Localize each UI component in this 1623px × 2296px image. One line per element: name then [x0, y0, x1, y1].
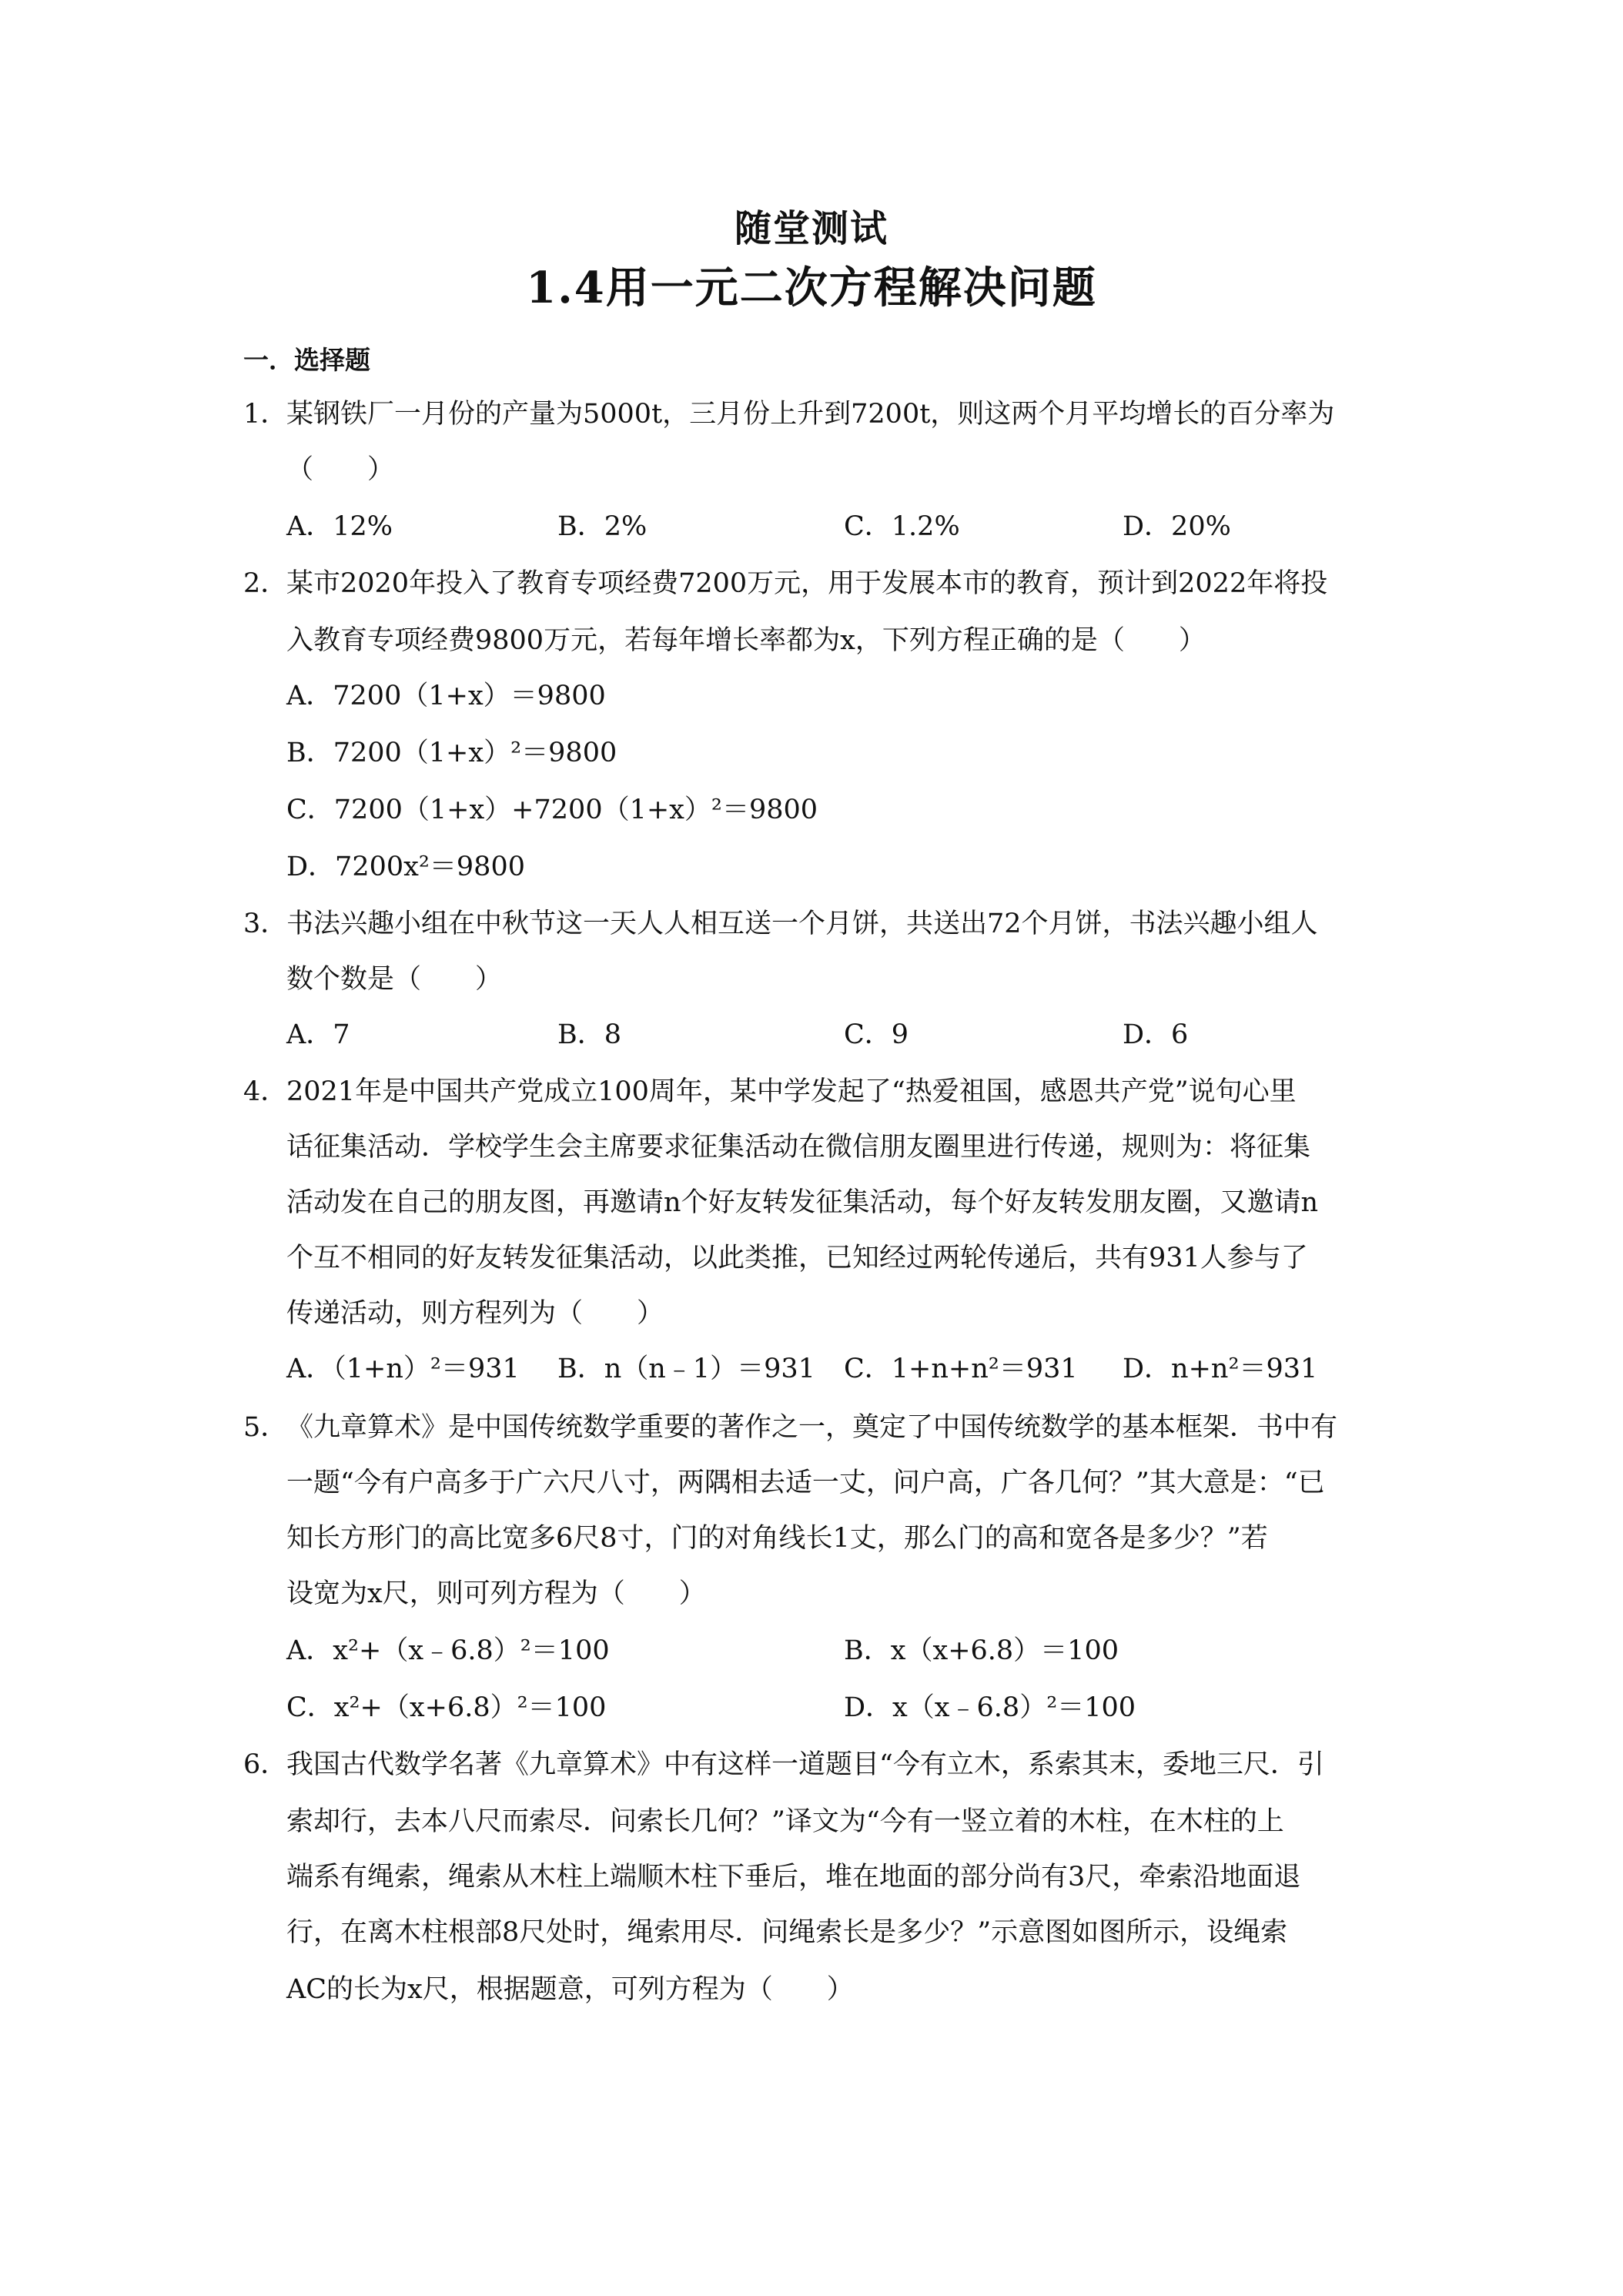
option-b: B．8 — [557, 1019, 621, 1050]
question-number: 5． — [243, 1412, 288, 1443]
option-c: C．1+n+n²＝931 — [844, 1354, 1078, 1384]
section-heading: 一．选择题 — [243, 345, 370, 375]
question-3-line-2: 数个数是（ ） — [286, 964, 503, 995]
question-number: 1． — [243, 399, 288, 430]
option-c: C．x²+（x+6.8）²＝100 — [286, 1692, 607, 1723]
page-subtitle: 1.4用一元二次方程解决问题 — [526, 263, 1097, 313]
question-6-line-5: AC的长为x尺，根据题意，可列方程为（ ） — [286, 1974, 854, 2005]
question-text: 某钢铁厂一月份的产量为5000t，三月份上升到7200t，则这两个月平均增长的百分率为 — [286, 399, 1335, 430]
option-a: A．x²+（x﹣6.8）²＝100 — [286, 1635, 610, 1666]
question-4-line-4: 个互不相同的好友转发征集活动，以此类推，已知经过两轮传递后，共有931人参与了 — [286, 1243, 1308, 1274]
option-d: D．x（x﹣6.8）²＝100 — [844, 1692, 1136, 1723]
question-3-line-1 — [243, 902, 1318, 941]
option-d: D．6 — [1123, 1019, 1189, 1050]
option-a: A．7200（1+x）＝9800 — [286, 681, 606, 711]
question-5-line-1 — [243, 1406, 1337, 1444]
question-4-line-3: 活动发在自己的朋友图，再邀请n个好友转发征集活动，每个好友转发朋友圈，又邀请n — [286, 1187, 1319, 1218]
question-4-line-1 — [243, 1070, 1297, 1109]
question-5-line-4: 设宽为x尺，则可列方程为（ ） — [286, 1578, 706, 1609]
question-text: 2021年是中国共产党成立100周年，某中学发起了“热爱祖国，感恩共产党”说句心里 — [286, 1076, 1297, 1107]
question-number: 4． — [243, 1076, 288, 1107]
question-4-line-5: 传递活动，则方程列为（ ） — [286, 1298, 664, 1329]
question-number: 6． — [243, 1749, 288, 1780]
question-text: 我国古代数学名著《九章算术》中有这样一道题目“今有立木，系索其末，委地三尺．引 — [286, 1749, 1324, 1780]
question-6-line-3: 端系有绳索，绳索从木柱上端顺木柱下垂后，堆在地面的部分尚有3尺，牵索沿地面退 — [286, 1862, 1301, 1893]
question-text: 《九章算术》是中国传统数学重要的著作之一，奠定了中国传统数学的基本框架．书中有 — [286, 1412, 1338, 1443]
question-text: 某市2020年投入了教育专项经费7200万元，用于发展本市的教育，预计到2022年将投 — [286, 568, 1328, 599]
option-a: A．12% — [286, 511, 393, 542]
question-5-line-3: 知长方形门的高比宽多6尺8寸，门的对角线长1丈，那么门的高和宽各是多少？”若 — [286, 1523, 1268, 1554]
question-4-line-2: 话征集活动．学校学生会主席要求征集活动在微信朋友圈里进行传递，规则为：将征集 — [286, 1132, 1311, 1163]
option-b: B．n（n﹣1）＝931 — [557, 1354, 815, 1384]
option-c: C．7200（1+x）+7200（1+x）²＝9800 — [286, 795, 818, 825]
page-title: 随堂测试 — [734, 207, 888, 250]
question-6-line-2: 索却行，去本八尺而索尽．问索长几何？”译文为“今有一竖立着的木柱，在木柱的上 — [286, 1806, 1284, 1837]
option-a: A．（1+n）²＝931 — [286, 1354, 520, 1384]
question-6-line-4: 行，在离木柱根部8尺处时，绳索用尽．问绳索长是多少？”示意图如图所示，设绳索 — [286, 1917, 1288, 1948]
question-1-line-2: （ ） — [286, 454, 395, 485]
option-b: B．x（x+6.8）＝100 — [844, 1635, 1119, 1666]
option-c: C．9 — [844, 1019, 909, 1050]
question-2-line-2: 入教育专项经费9800万元，若每年增长率都为x，下列方程正确的是（ ） — [286, 625, 1206, 656]
option-a: A．7 — [286, 1019, 350, 1050]
question-2-line-1 — [243, 562, 1327, 601]
question-5-line-2: 一题“今有户高多于广六尺八寸，两隅相去适一丈，问户高，广各几何？”其大意是：“已 — [286, 1468, 1325, 1498]
option-d: D．n+n²＝931 — [1123, 1354, 1318, 1384]
option-d: D．20% — [1123, 511, 1231, 542]
option-d: D．7200x²＝9800 — [286, 852, 525, 882]
question-6-line-1 — [243, 1743, 1324, 1782]
option-b: B．2% — [557, 511, 648, 542]
question-text: 书法兴趣小组在中秋节这一天人人相互送一个月饼，共送出72个月饼，书法兴趣小组人 — [286, 909, 1318, 939]
option-b: B．7200（1+x）²＝9800 — [286, 738, 617, 768]
question-number: 3． — [243, 909, 288, 939]
question-number: 2． — [243, 568, 288, 599]
question-1-line-1 — [243, 393, 1334, 431]
option-c: C．1.2% — [844, 511, 960, 542]
